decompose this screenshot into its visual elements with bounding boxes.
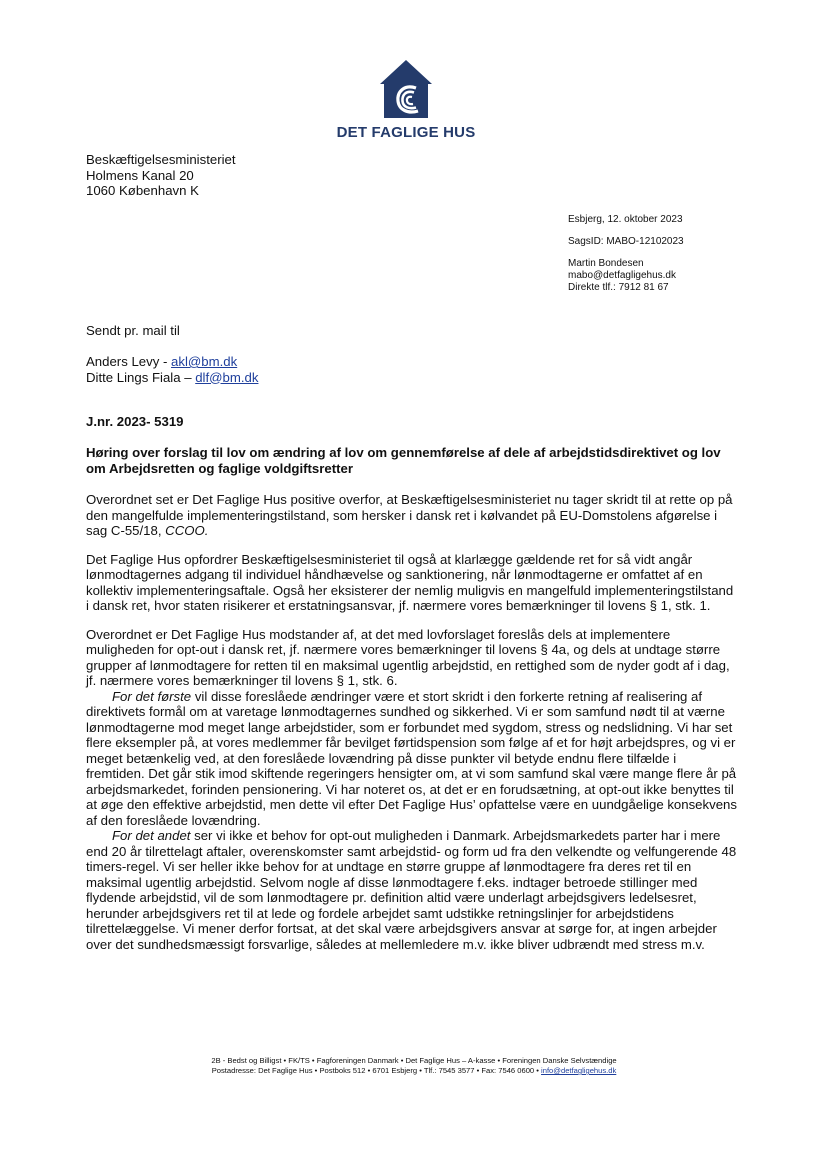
letterhead-logo: [336, 58, 476, 141]
recipient-line: Beskæftigelsesministeriet: [86, 152, 236, 167]
journal-number: J.nr. 2023- 5319: [86, 414, 184, 429]
paragraph: Det Faglige Hus opfordrer Beskæftigelsesministeriet til også at klarlægge gældende ret for så vidt angår lønmodtagernes adgang til individuel håndhævelse og sanktionering, når lønmodtagerne er omfattet af en kollektiv implementeringsaftale. Også her eksisterer der nemlig muligvis en mangelfuld implementeringstilstand i dansk ret, hvor staten risikerer et erstatningsansvar, jf. nærmere vores bemærkninger til lovens § 1, stk. 1.: [86, 551, 734, 613]
recipient-line: 1060 København K: [86, 183, 199, 198]
contact-email-link[interactable]: dlf@bm.dk: [195, 369, 259, 385]
footer-organizations: 2B - Bedst og Billigst • FK/TS • Fagforeningen Danmark • Det Faglige Hus – A-kasse • Foreningen Danske Selvstændige: [211, 1056, 617, 1065]
footer-address: Postadresse: Det Faglige Hus • Postboks 512 • 6701 Esbjerg • Tlf.: 7545 3577 • Fax: 7546 0600 • info@detfagligehus.dk: [211, 1066, 617, 1075]
paragraph: Overordnet set er Det Faglige Hus positive overfor, at Beskæftigelsesministeriet nu tager skridt til at rette op på den mangelfulde implementeringstilstand, som hersker i dansk ret i kølvandet på EU-Domstolens afgørelse i sag C-55/18, CCOO.: [86, 492, 733, 538]
contact-list: [86, 354, 258, 385]
case-id: SagsID: MABO-12102023: [568, 236, 684, 247]
footer-email-link[interactable]: info@detfagligehus.dk: [541, 1066, 617, 1075]
footer: [0, 1056, 828, 1076]
recipient-address: [86, 152, 236, 199]
contact-name: Ditte Lings Fiala –: [86, 369, 196, 385]
subject-heading: Høring over forslag til lov om ændring af lov om gennemførelse af dele af arbejdstidsdirektivet og lov om Arbejdsretten og faglige voldgiftsretter: [86, 445, 721, 476]
house-logo-icon: [376, 58, 436, 120]
recipient-line: Holmens Kanal 20: [86, 167, 194, 183]
contact-line: [86, 354, 258, 370]
sender-email: mabo@detfagligehus.dk: [568, 270, 676, 281]
contact-line: [86, 370, 258, 386]
sender-phone: Direkte tlf.: 7912 81 67: [568, 282, 669, 293]
place-date: Esbjerg, 12. oktober 2023: [568, 214, 683, 225]
sender-name: Martin Bondesen: [568, 258, 644, 269]
paragraph: Overordnet er Det Faglige Hus modstander af, at det med lovforslaget foreslås dels at implementere muligheden for opt-out i dansk ret, jf. nærmere vores bemærkninger til lovens § 4a, og dels at undtage større grupper af lønmodtagere for retten til en maksimal ugentlig arbejdstid, en rettighed som de nyder godt af i dag, jf. nærmere vores bemærkninger til lovens § 1, stk. 6.: [86, 626, 730, 688]
paragraph: For det første vil disse foreslåede ændringer være et stort skridt i den forkerte retning af realisering af direktivets formål om at varetage lønmodtagernes sundhed og sikkerhed. Vi er som samfund nødt til at værne lønmodtagerne mod meget lange arbejdstider, som er forbundet med sygdom, stress og nedslidning. Vi har set flere eksempler på, at vores medlemmer får bevilget førtidspension som følge af et for højt arbejdspres, og vi er meget betænkelig ved, at den foreslåede lovændring på disse punkter vil betyde endnu flere tilfælde i fremtiden. Det går stik imod skiftende regeringers hensigter om, at vi som samfund skal være mange flere år på arbejdsmarkedet, forinden pensionering. Vi har noteret os, at det er en forudsætning, at opt-out ikke benyttes til at øge den effektive arbejdstid, men dette vil efter Det Faglige Hus’ opfattelse være en uundgåelige konsekvens af den foreslåede lovændring.: [86, 688, 737, 828]
letter-meta: [568, 214, 684, 294]
contact-email-link[interactable]: akl@bm.dk: [171, 354, 238, 369]
paragraph: For det andet ser vi ikke et behov for opt-out muligheden i Danmark. Arbejdsmarkedets parter har i mere end 20 år tilrettelagt aftaler, overenskomster samt arbejdstid- og form ud fra den velkendte og velfungerende 48 timers-regel. Vi ser heller ikke behov for at undtage en større gruppe af lønmodtagere fra deres ret til en maksimal ugentlig arbejdstid. Selvom nogle af disse lønmodtagere f.eks. indtager betroede stillinger med flydende arbejdstid, vil de som lønmodtagere pr. definition altid være underlagt arbejdsgivers ledelsesret, herunder arbejdsgivers ret til at lede og fordele arbejdet samt udstikke retningslinjer for arbejdstidens tilrettelæggelse. Vi mener derfor fortsat, at det skal være arbejdsgivers ansvar at sørge for, at ingen arbejder over det sundhedsmæssigt forsvarlige, således at mellemledere m.v. ikke bliver udbrændt med stress m.v.: [86, 828, 737, 952]
contact-name: Anders Levy -: [86, 354, 172, 369]
sent-via: Sendt pr. mail til: [86, 323, 180, 338]
organization-name: DET FAGLIGE HUS: [336, 124, 476, 141]
letter-body: [86, 492, 738, 952]
